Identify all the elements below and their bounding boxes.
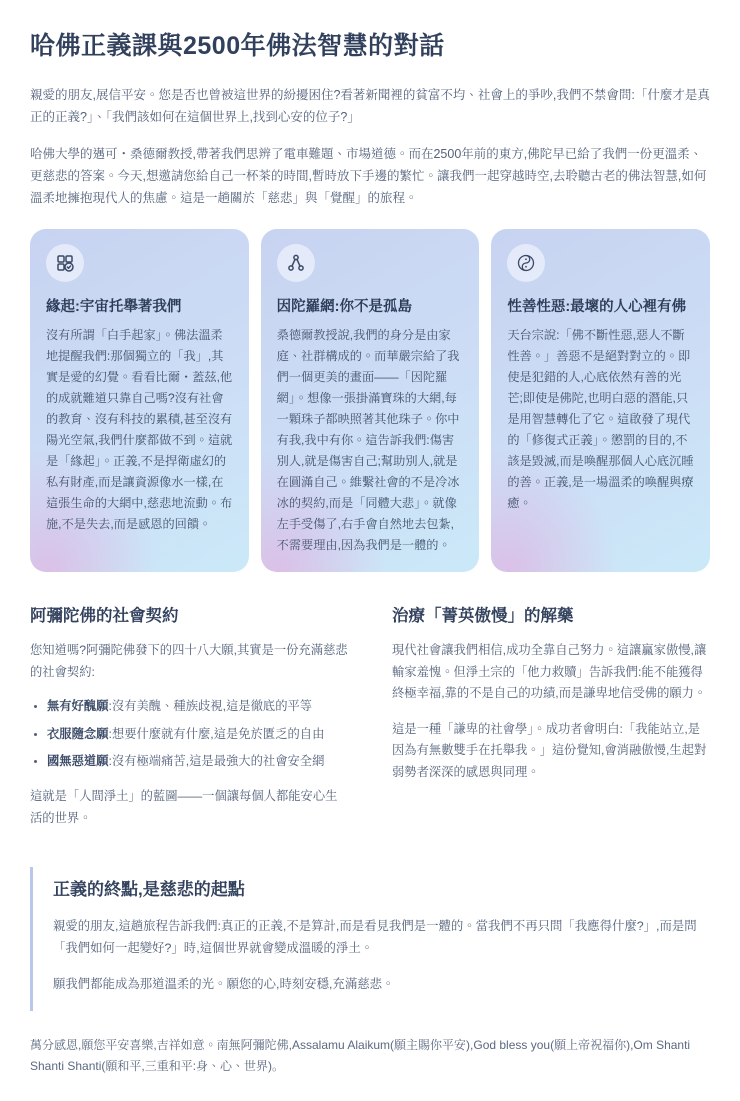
- conclusion-paragraph-2: 願我們都能成為那道溫柔的光。願您的心,時刻安穩,充滿慈悲。: [53, 977, 395, 992]
- intro-paragraph-1: 親愛的朋友,展信平安。您是否也曾被這世界的紛擾困住?看著新聞裡的貧富不均、社會上的爭吵,我們不禁會問:「什麼才是真正的正義?」、「我們該如何在這個世界上,找到心安的位子?」: [30, 88, 710, 125]
- footer-blessing: 萬分感恩,願您平安喜樂,吉祥如意。南無阿彌陀佛,Assalamu Alaikum(願主賜你平安),God bless you(願上帝祝福你),Om Shanti Shanti Shanti(願和平,三重和平:身、心、世界)。: [30, 1038, 691, 1074]
- card-title: 緣起:宇宙托舉著我們: [46, 299, 182, 316]
- conclusion-paragraph-1: 親愛的朋友,這趟旅程告訴我們:真正的正義,不是算計,而是看見我們是一體的。當我們不再只問「我應得什麼?」,而是問「我們如何一起變好?」時,這個世界就會變成溫暖的淨土。: [53, 919, 697, 956]
- section-intro: 您知道嗎?阿彌陀佛發下的四十八大願,其實是一份充滿慈悲的社會契約:: [30, 643, 348, 679]
- highlight-cards: [30, 229, 710, 572]
- section-heading: 治療「菁英傲慢」的解藥: [392, 607, 574, 626]
- vow-desc: :想要什麼就有什麼,這是免於匱乏的自由: [108, 726, 325, 741]
- list-item: [47, 725, 348, 745]
- card-body: 桑德爾教授說,我們的身分是由家庭、社群構成的。而華嚴宗給了我們一個更美的畫面——「因陀羅網」。想像一張掛滿寶珠的大網,每一顆珠子都映照著其他珠子。你中有我,我中有你。這告訴我們:傷害別人,就是傷害自己;幫助別人,就是在圓滿自己。維繫社會的不是冷冰冰的契約,而是「同體大悲」。就像左手受傷了,右手會自然地去包紮,不需要理由,因為我們是一體的。: [276, 328, 460, 553]
- card-origination: [30, 229, 249, 572]
- grid-check-icon: [46, 244, 84, 282]
- card-indras-net: [261, 229, 480, 572]
- card-title: 因陀羅網:你不是孤島: [276, 299, 412, 316]
- two-column-sections: [30, 602, 710, 843]
- yinyang-icon: [507, 244, 545, 282]
- vow-desc: :沒有極端痛苦,這是最強大的社會安全網: [108, 754, 325, 769]
- vow-term: 無有好醜願: [47, 699, 109, 714]
- list-item: [47, 697, 348, 717]
- intro-paragraph-2: 哈佛大學的邁可・桑德爾教授,帶著我們思辨了電車難題、市場道德。而在2500年前的東方,佛陀早已給了我們一份更溫柔、更慈悲的答案。今天,想邀請您給自己一杯茶的時間,暫時放下手邊的繁忙。讓我們一起穿越時空,去聆聽古老的佛法智慧,如何溫柔地擁抱現代人的焦慮。這是一趟關於「慈悲」與「覺醒」的旅程。: [30, 146, 707, 205]
- card-title: 性善性惡:最壞的人心裡有佛: [507, 299, 687, 316]
- section-paragraph-2: 這是一種「謙卑的社會學」。成功者會明白:「我能站立,是因為有無數雙手在托舉我。」這份覺知,會消融傲慢,生起對弱勢者深深的感恩與同理。: [392, 721, 707, 779]
- card-nature-good-evil: [491, 229, 710, 572]
- vow-desc: :沒有美醜、種族歧視,這是徹底的平等: [108, 699, 313, 714]
- list-item: [47, 752, 348, 772]
- conclusion-heading: 正義的終點,是慈悲的起點: [53, 880, 245, 900]
- section-paragraph-1: 現代社會讓我們相信,成功全靠自己努力。這讓贏家傲慢,讓輸家羞愧。但淨土宗的「他力救贖」告訴我們:能不能獲得終極幸福,靠的不是自己的功績,而是謙卑地信受佛的願力。: [392, 643, 707, 701]
- conclusion-quote: [30, 867, 710, 1011]
- card-body: 天台宗說:「佛不斷性惡,惡人不斷性善。」善惡不是絕對對立的。即使是犯錯的人,心底依然有善的光芒;即使是佛陀,也明白惡的潛能,只是用智慧轉化了它。這啟發了現代的「修復式正義」。懲罰的目的,不該是毀滅,而是喚醒那個人心底沉睡的善。正義,是一場溫柔的喚醒與療癒。: [507, 328, 694, 511]
- section-elite-arrogance: [392, 602, 710, 843]
- section-heading: 阿彌陀佛的社會契約: [30, 607, 179, 626]
- vow-term: 國無惡道願: [47, 754, 109, 769]
- vow-term: 衣服隨念願: [47, 726, 109, 741]
- vow-list: [30, 697, 348, 772]
- section-closing: 這就是「人間淨土」的藍圖——一個讓每個人都能安心生活的世界。: [30, 789, 338, 825]
- network-icon: [277, 244, 315, 282]
- card-body: 沒有所謂「白手起家」。佛法溫柔地提醒我們:那個獨立的「我」,其實是愛的幻覺。看看比爾・蓋茲,他的成就難道只靠自己嗎?沒有社會的教育、沒有科技的累積,甚至沒有陽光空氣,我們什麼都做不到。這就是「緣起」。正義,不是捍衛虛幻的私有財產,而是讓資源像水一樣,在這張生命的大網中,慈悲地流動。布施,不是失去,而是感恩的回饋。: [46, 328, 233, 532]
- section-amitabha-contract: [30, 602, 348, 843]
- page-title: 哈佛正義課與2500年佛法智慧的對話: [30, 32, 445, 60]
